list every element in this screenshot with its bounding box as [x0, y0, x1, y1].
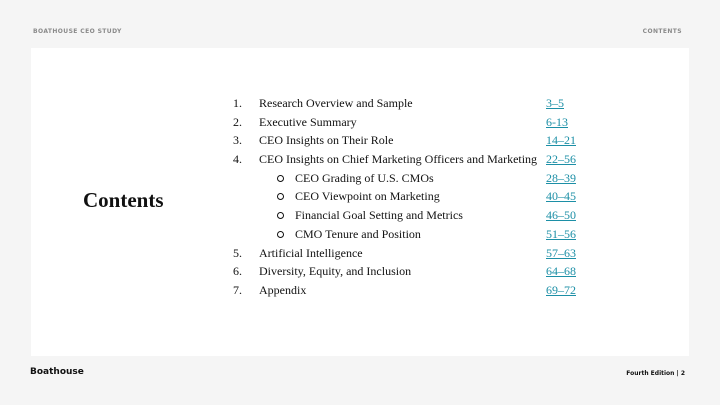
toc-label: Artificial Intelligence: [259, 245, 363, 260]
toc-item-5: [31, 244, 689, 263]
hollow-bullet-icon: [277, 231, 284, 238]
toc-page-link[interactable]: 57–63: [546, 245, 576, 260]
hollow-bullet-icon: [277, 175, 284, 182]
toc-item-4: [31, 150, 689, 169]
footer-brand-logo: Boathouse: [30, 367, 84, 377]
toc-label: CEO Viewpoint on Marketing: [295, 189, 440, 204]
toc-page-link[interactable]: 64–68: [546, 264, 576, 279]
hollow-bullet-icon: [277, 193, 284, 200]
toc-item-7: [31, 281, 689, 300]
toc-label: Executive Summary: [259, 114, 357, 129]
toc-page-link[interactable]: 3–5: [546, 96, 564, 110]
toc-page-link[interactable]: 69–72: [546, 282, 576, 297]
header-study-name: BOATHOUSE CEO STUDY: [33, 28, 122, 35]
toc-label: CEO Grading of U.S. CMOs: [295, 170, 434, 185]
table-of-contents: [31, 94, 689, 300]
toc-page-link[interactable]: 46–50: [546, 208, 576, 223]
toc-item-6: [31, 262, 689, 281]
toc-label: CEO Insights on Chief Marketing Officers and Marketing: [259, 152, 538, 167]
footer-edition-page: Fourth Edition | 2: [626, 370, 685, 377]
toc-number: 6.: [233, 264, 242, 279]
toc-page-link[interactable]: 40–45: [546, 189, 576, 204]
toc-subitem-2: [31, 187, 689, 206]
page-title: Contents: [83, 188, 164, 212]
toc-label: Research Overview and Sample: [259, 96, 413, 110]
toc-label: Appendix: [259, 282, 307, 297]
toc-page-link[interactable]: 22–56: [546, 152, 576, 167]
toc-subitem-4: [31, 225, 689, 244]
toc-label: CEO Insights on Their Role: [259, 133, 394, 148]
toc-number: 2.: [233, 114, 242, 129]
toc-subitem-3: [31, 206, 689, 225]
toc-item-2: [31, 113, 689, 132]
toc-number: 3.: [233, 133, 242, 148]
content-panel: [31, 48, 689, 356]
hollow-bullet-icon: [277, 212, 284, 219]
toc-number: 5.: [233, 245, 242, 260]
toc-label: CMO Tenure and Position: [295, 226, 421, 241]
toc-item-3: [31, 131, 689, 150]
toc-number: 4.: [233, 152, 242, 167]
toc-number: 1.: [233, 96, 242, 110]
toc-label: Diversity, Equity, and Inclusion: [259, 264, 412, 279]
toc-page-link[interactable]: 28–39: [546, 170, 576, 185]
toc-page-link[interactable]: 51–56: [546, 226, 576, 241]
toc-page-link[interactable]: 14–21: [546, 133, 576, 148]
toc-subitem-1: [31, 169, 689, 188]
toc-item-1: [31, 94, 689, 113]
toc-label: Financial Goal Setting and Metrics: [295, 208, 463, 223]
toc-page-link[interactable]: 6-13: [546, 114, 568, 129]
toc-number: 7.: [233, 282, 242, 297]
header-section-name: CONTENTS: [642, 28, 682, 35]
